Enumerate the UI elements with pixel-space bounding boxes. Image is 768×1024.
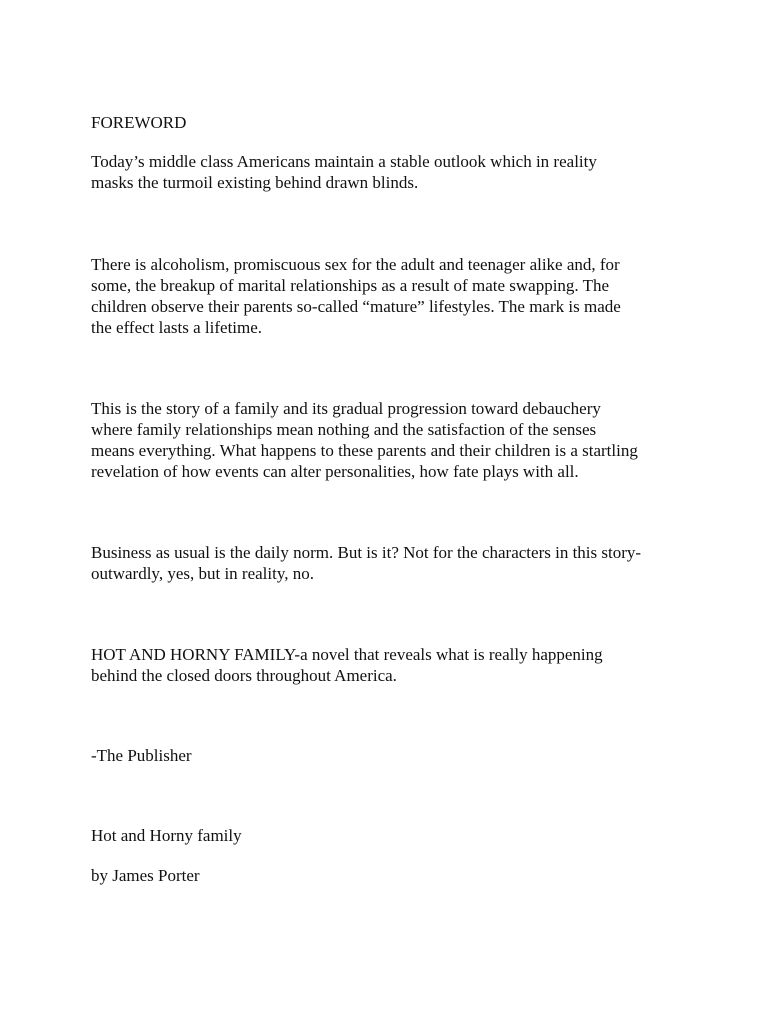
paragraph-5-line-1: HOT AND HORNY FAMILY-a novel that reveals what is really happening xyxy=(91,645,603,664)
paragraph-5-line-2: behind the closed doors throughout America. xyxy=(91,666,397,685)
paragraph-3-line-1: This is the story of a family and its gradual progression toward debauchery xyxy=(91,399,601,418)
paragraph-2-line-2: some, the breakup of marital relationships as a result of mate swapping. The xyxy=(91,276,610,295)
paragraph-2-line-1: There is alcoholism, promiscuous sex for the adult and teenager alike and, for xyxy=(91,255,620,274)
paragraph-2 xyxy=(91,254,691,338)
paragraph-2-line-3: children observe their parents so-called “mature” lifestyles. The mark is made xyxy=(91,297,621,316)
author-byline: by James Porter xyxy=(91,866,200,885)
paragraph-1 xyxy=(91,151,691,193)
paragraph-2-line-4: the effect lasts a lifetime. xyxy=(91,318,263,337)
paragraph-4-line-2: outwardly, yes, but in reality, no. xyxy=(91,564,315,583)
book-title: Hot and Horny family xyxy=(91,826,242,845)
paragraph-1-line-2: masks the turmoil existing behind drawn blinds. xyxy=(91,173,419,192)
paragraph-3-line-2: where family relationships mean nothing and the satisfaction of the senses xyxy=(91,420,597,439)
paragraph-3-line-4: revelation of how events can alter personalities, how fate plays with all. xyxy=(91,462,579,481)
paragraph-5 xyxy=(91,644,691,686)
paragraph-3 xyxy=(91,398,691,482)
paragraph-3-line-3: means everything. What happens to these parents and their children is a startling xyxy=(91,441,638,460)
paragraph-4 xyxy=(91,542,691,584)
paragraph-1-line-1: Today’s middle class Americans maintain a stable outlook which in reality xyxy=(91,152,597,171)
paragraph-4-line-1: Business as usual is the daily norm. But is it? Not for the characters in this story- xyxy=(91,543,642,562)
publisher-signature: -The Publisher xyxy=(91,746,192,765)
foreword-heading: FOREWORD xyxy=(91,113,187,132)
